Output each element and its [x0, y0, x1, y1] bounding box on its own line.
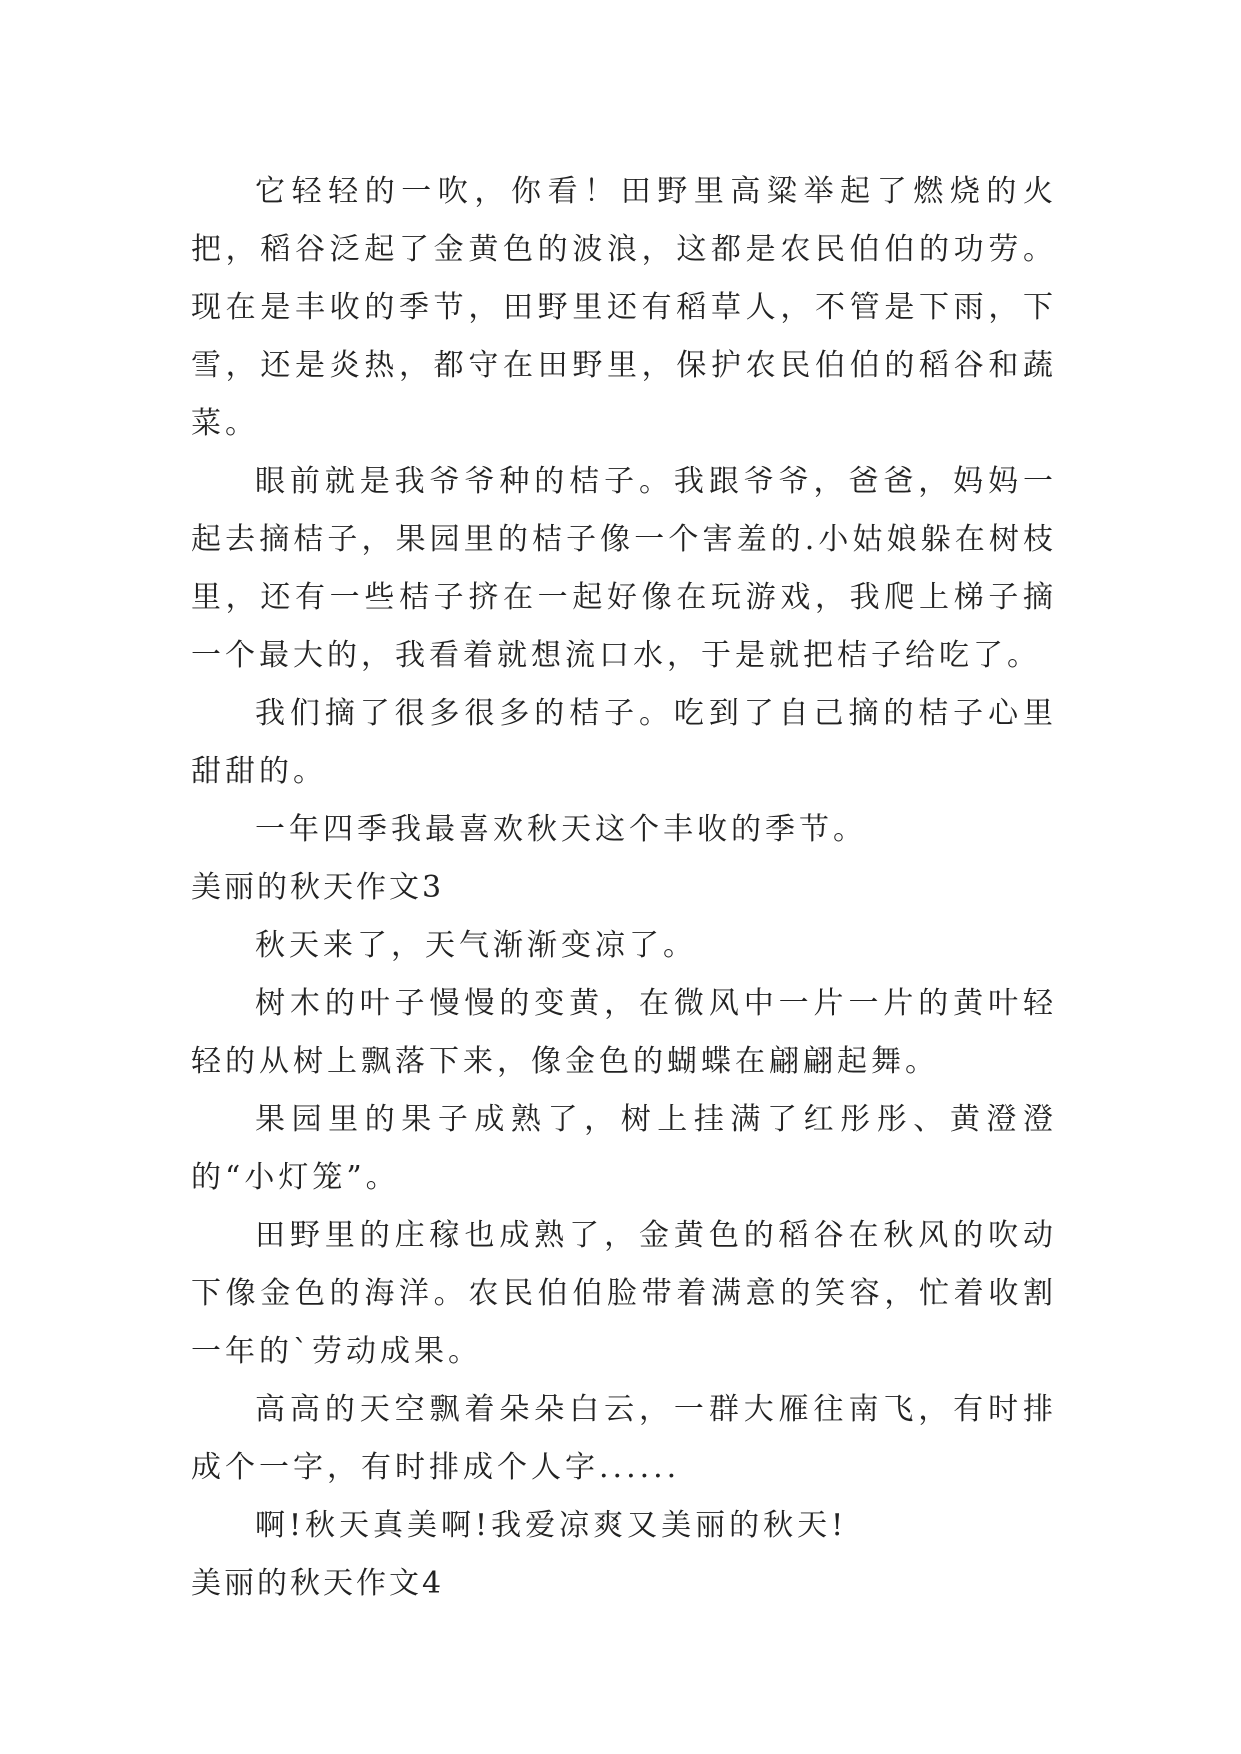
- document-body: [191, 163, 1057, 1613]
- paragraph: 一年四季我最喜欢秋天这个丰收的季节。: [255, 812, 867, 847]
- section-heading: 美丽的秋天作文4: [191, 1566, 445, 1601]
- paragraph: 它轻轻的一吹，你看！田野里高粱举起了燃烧的火把，稻谷泛起了金黄色的波浪，这都是农民伯伯的功劳。现在是丰收的季节，田野里还有稻草人，不管是下雨，下雪，还是炎热，都守在田野里，保护农民伯伯的稻谷和蔬菜。: [191, 174, 1057, 441]
- paragraph: 果园里的果子成熟了，树上挂满了红彤彤、黄澄澄的“小灯笼”。: [191, 1102, 1057, 1195]
- section-heading: 美丽的秋天作文3: [191, 870, 445, 905]
- paragraph: 高高的天空飘着朵朵白云，一群大雁往南飞，有时排成个一字，有时排成个人字......: [191, 1392, 1057, 1485]
- paragraph: 秋天来了，天气渐渐变凉了。: [255, 928, 697, 963]
- paragraph: 田野里的庄稼也成熟了，金黄色的稻谷在秋风的吹动下像金色的海洋。农民伯伯脸带着满意的笑容，忙着收割一年的`劳动成果。: [191, 1218, 1057, 1369]
- paragraph: 树木的叶子慢慢的变黄，在微风中一片一片的黄叶轻轻的从树上飘落下来，像金色的蝴蝶在翩翩起舞。: [191, 986, 1057, 1079]
- paragraph: 啊!秋天真美啊!我爱凉爽又美丽的秋天!: [255, 1508, 848, 1543]
- paragraph: 我们摘了很多很多的桔子。吃到了自己摘的桔子心里甜甜的。: [191, 696, 1057, 789]
- paragraph: 眼前就是我爷爷种的桔子。我跟爷爷，爸爸，妈妈一起去摘桔子，果园里的桔子像一个害羞的.小姑娘躲在树枝里，还有一些桔子挤在一起好像在玩游戏，我爬上梯子摘一个最大的，我看着就想流口水，于是就把桔子给吃了。: [191, 464, 1057, 673]
